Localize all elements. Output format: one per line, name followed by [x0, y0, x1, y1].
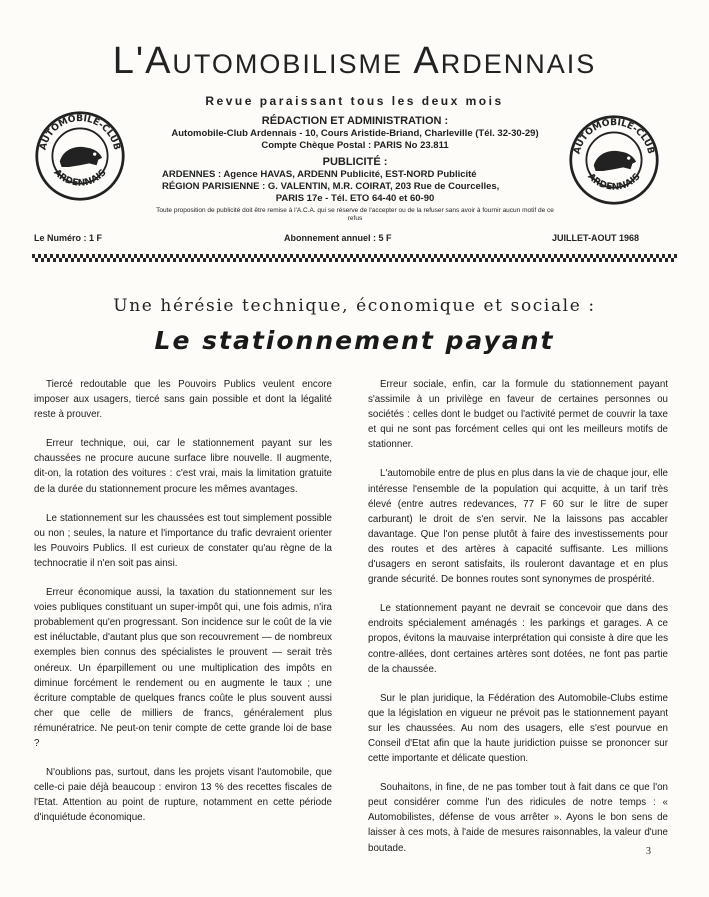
- seal-bottom-text: ARDENNAIS: [51, 167, 109, 189]
- svg-text:AUTOMOBILE-CLUB: [38, 113, 123, 151]
- club-seal-right-icon: [568, 114, 660, 206]
- publicite-ardennes: ARDENNES : Agence HAVAS, ARDENN Publicité, EST-NORD Publicité: [162, 169, 477, 180]
- paragraph: Le stationnement sur les chaussées est tout simplement possible ou non ; seules, la nature et l'importance du trafic devraient orienter les Pouvoirs Publics. Il est curieux de constater qu'au règne de la technocratie il n'en soit pas ainsi.: [34, 512, 332, 569]
- redaction-address: Automobile-Club Ardennais - 10, Cours Aristide-Briand, Charleville (Tél. 32-30-29): [171, 128, 539, 139]
- svg-text:ARDENNAIS: [585, 171, 642, 193]
- article-column-left: [34, 377, 332, 839]
- masthead-subtitle: Revue paraissant tous les deux mois: [205, 94, 504, 108]
- publicite-paris-line-1: RÉGION PARISIENNE : G. VALENTIN, M.R. COIRAT, 203 Rue de Courcelles,: [162, 181, 500, 192]
- publicite-paris-line-2: PARIS 17e - Tél. ETO 64-40 et 60-90: [275, 193, 435, 204]
- svg-text:ARDENNAIS: [51, 167, 108, 189]
- svg-text:AUTOMOBILE-CLUB: [572, 117, 657, 155]
- article-column-right: [368, 377, 668, 870]
- article-title: Le stationnement payant: [154, 326, 555, 355]
- seal-top-text: AUTOMOBILE-CLUB: [571, 117, 657, 156]
- article-kicker: Une hérésie technique, économique et sociale :: [113, 296, 596, 316]
- paragraph: L'automobile entre de plus en plus dans la vie de chaque jour, elle intéresse l'ensemble de la population qui acquitte, à un tarif très élevé (entre autres redevances, 77 F 60 sur le litre de super carburant) le droit de s'en servir. Ne la laissons pas accabler davantage. Que l'on pense plutôt à faire des investissements pour des routes et des artères à capacité suffisante. Les millions d'usagers en seront satisfaits, ils rouleront davantage et en plus grande sécurité. De bonnes routes sont synonymes de prospérité.: [368, 468, 668, 586]
- checkered-divider: [32, 254, 677, 262]
- page-number: 3: [646, 846, 651, 857]
- publicite-heading: PUBLICITÉ :: [322, 156, 388, 168]
- issue-price: Le Numéro : 1 F: [34, 233, 103, 243]
- paragraph: Erreur technique, oui, car le stationnement payant sur les chaussées ne procure aucune surface libre nouvelle. Il augmente, dit-on, la rotation des voitures : c'est vrai, mais la limitation gratuite de la durée du stationnement procure les mêmes avantages.: [34, 438, 332, 495]
- club-seal-left-icon: [34, 110, 126, 202]
- seal-top-text: AUTOMOBILE-CLUB: [37, 113, 123, 152]
- paragraph: Souhaitons, in fine, de ne pas tomber tout à fait dans ce que l'on peut considérer comme l'un des ridicules de notre temps : « Automobilistes, défense de vous arrêter ». Ayons le bon sens de laisser à ces mots, à l'aide de mesures raisonnables, la valeur d'une boutade.: [368, 782, 668, 854]
- paragraph: Tiercé redoutable que les Pouvoirs Publics veulent encore imposer aux usagers, tiercé sans gain possible et dont la légalité reste à prouver.: [34, 379, 332, 421]
- paragraph: Le stationnement payant ne devrait se concevoir que dans des endroits spécialement aménagés : les parkings et garages. A ce propos, évitons la mauvaise interprétation qui consiste à dire que les contre-allées, dont certaines artères sont dotées, ne font pas partie de la chaussée.: [368, 603, 668, 675]
- paragraph: Erreur sociale, enfin, car la formule du stationnement payant s'assimile à un privilège en faveur de certaines personnes ou sociétés : celles dont le budget ou l'activité permet de couvrir la taxe et qui ne sont pas forcément celles qui ont les meilleurs motifs de stationner.: [368, 379, 668, 451]
- seal-bottom-text: ARDENNAIS: [585, 171, 643, 193]
- masthead-info: [150, 114, 560, 223]
- publicite-notice: Toute proposition de publicité doit être remise à l'A.C.A. qui se réserve de l'accepter ou de la refuser sans avoir à fournir aucun motif de ce refus: [156, 207, 554, 222]
- subscription-price: Abonnement annuel : 5 F: [284, 233, 392, 243]
- issue-date: JUILLET-AOUT 1968: [552, 233, 640, 243]
- masthead-title: L'Automobilisme Ardennais: [112, 40, 597, 82]
- paragraph: N'oublions pas, surtout, dans les projets visant l'automobile, que celle-ci paie déjà beaucoup : environ 13 % des recettes fiscales de l'Etat. Attention au point de rupture, notamment en cette période d'inquiétude économique.: [34, 767, 332, 824]
- paragraph: Erreur économique aussi, la taxation du stationnement sur les voies publiques constituant un super-impôt qui, une fois admis, n'ira probablement qu'en progressant. Son incidence sur le coût de la vie est inéluctable, d'autant plus que son recouvrement — de nombreux exemples bien connus des spécialistes le prouvent — serait très onéreux. Un éparpillement ou une multiplication des impôts en diminue forcément le rendement ou en augmente le taux ; une écriture comptable de quelques francs coûte le plus souvent aussi cher que celle de milliers de francs, généralement plus rémunératrice. Ne peut-on tenir compte de cette grande loi de base ?: [34, 587, 332, 749]
- redaction-heading: RÉDACTION ET ADMINISTRATION :: [261, 115, 449, 127]
- postal-account: Compte Chèque Postal : PARIS No 23.811: [261, 140, 449, 151]
- paragraph: Sur le plan juridique, la Fédération des Automobile-Clubs estime que la législation en vigueur ne prévoit pas le stationnement payant sur les chaussées. Au nom des usagers, elle s'est pourvue en Conseil d'Etat afin que la haute juridiction puisse se prononcer sur cette importante et délicate question.: [368, 692, 668, 765]
